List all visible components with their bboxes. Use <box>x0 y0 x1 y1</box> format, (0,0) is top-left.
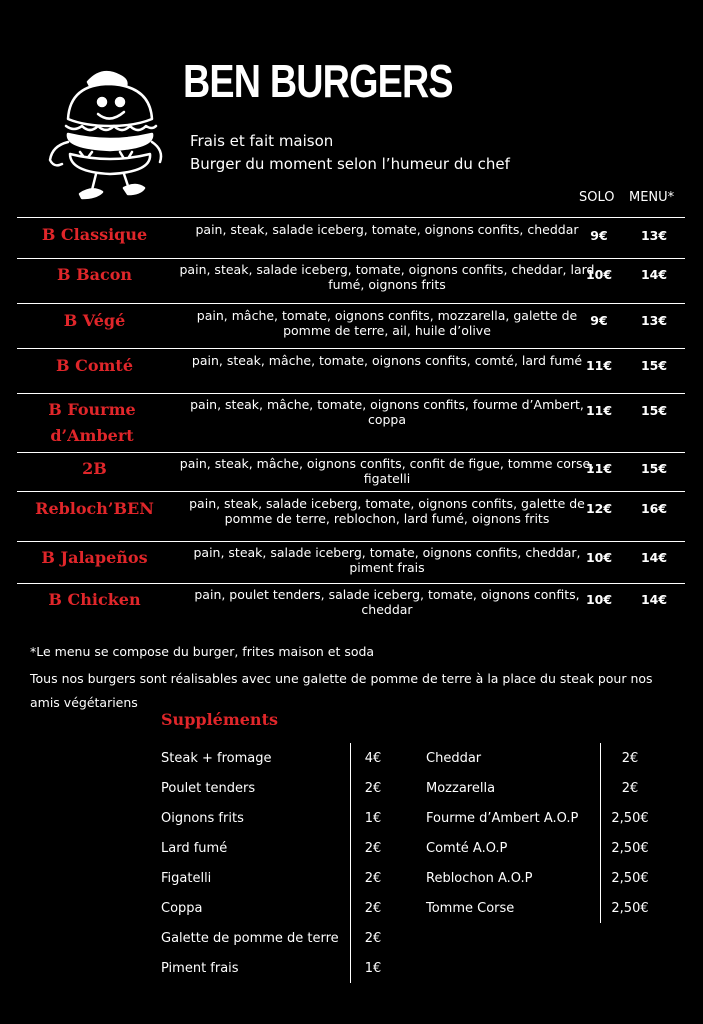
supplement-price: 1€ <box>364 811 382 826</box>
supplements-left <box>161 744 401 984</box>
supplement-price: 4€ <box>364 751 382 766</box>
vegetarian-note-end: amis végétariens <box>30 695 138 710</box>
divider <box>17 258 685 259</box>
solo-price: 10€ <box>585 550 613 565</box>
burger-name: 2B <box>82 459 107 478</box>
supplement-name: Steak + fromage <box>161 751 272 766</box>
supplement-price: 2€ <box>621 781 639 796</box>
burger-name: B Fourme d’Ambert <box>48 400 136 445</box>
burger-ingredients: pain, steak, mâche, tomate, oignons confits, comté, lard fumé <box>191 353 583 368</box>
menu-note: *Le menu se compose du burger, frites maison et soda <box>30 644 375 659</box>
menu-price: 13€ <box>640 313 668 328</box>
supplement-price: 2€ <box>364 871 382 886</box>
solo-price: 9€ <box>590 228 608 243</box>
divider <box>17 393 685 394</box>
menu-price: 14€ <box>640 267 668 282</box>
supplement-price: 2€ <box>364 841 382 856</box>
menu-price: 14€ <box>640 592 668 607</box>
supplement-name: Figatelli <box>161 871 212 886</box>
menu-price: 15€ <box>640 358 668 373</box>
solo-price: 11€ <box>585 403 613 418</box>
burger-name: B Classique <box>41 225 148 244</box>
burger-name: B Végé <box>63 311 126 330</box>
supplement-name: Tomme Corse <box>426 901 515 916</box>
solo-price: 9€ <box>590 313 608 328</box>
burger-ingredients: pain, poulet tenders, salade iceberg, tomate, oignons confits, cheddar <box>194 587 580 617</box>
solo-price: 10€ <box>585 267 613 282</box>
tagline-chef: Burger du moment selon l’humeur du chef <box>190 155 510 173</box>
burger-ingredients: pain, steak, salade iceberg, tomate, oignons confits, cheddar, piment frais <box>193 545 581 575</box>
divider <box>17 491 685 492</box>
vegetarian-note: Tous nos burgers sont réalisables avec une galette de pomme de terre à la place du steak pour nos <box>30 671 653 686</box>
supplement-price: 2€ <box>364 781 382 796</box>
supplement-name: Poulet tenders <box>161 781 256 796</box>
supplement-price: 2€ <box>364 931 382 946</box>
supplement-price: 2,50€ <box>611 841 649 856</box>
solo-price: 12€ <box>585 501 613 516</box>
burger-name: B Bacon <box>56 265 133 284</box>
supplement-name: Fourme d’Ambert A.O.P <box>426 811 579 826</box>
divider <box>17 583 685 584</box>
supplement-price: 2,50€ <box>611 871 649 886</box>
restaurant-title: BEN BURGERS <box>183 55 453 107</box>
burger-name: B Chicken <box>48 590 141 609</box>
supplement-price: 1€ <box>364 961 382 976</box>
divider <box>17 452 685 453</box>
divider <box>17 303 685 304</box>
supplements-title: Suppléments <box>161 710 278 729</box>
burger-mascot-icon <box>40 64 170 204</box>
burger-name: B Comté <box>56 356 133 375</box>
supplement-price: 2€ <box>364 901 382 916</box>
supplement-name: Cheddar <box>426 751 482 766</box>
supplement-name: Mozzarella <box>426 781 496 796</box>
solo-price: 10€ <box>585 592 613 607</box>
burger-ingredients: pain, steak, mâche, tomate, oignons confits, fourme d’Ambert, coppa <box>190 397 584 427</box>
menu-column-header: MENU* <box>629 190 675 205</box>
burger-ingredients: pain, steak, salade iceberg, tomate, oignons confits, galette de pomme de terre, reblochon, lard fumé, oignons frits <box>189 496 585 526</box>
burger-ingredients: pain, mâche, tomate, oignons confits, mozzarella, galette de pomme de terre, ail, huile d’olive <box>196 308 578 338</box>
solo-price: 11€ <box>585 461 613 476</box>
supplement-name: Lard fumé <box>161 841 228 856</box>
burger-ingredients: pain, steak, salade iceberg, tomate, oignons confits, cheddar, lard fumé, oignons frits <box>179 262 595 292</box>
menu-price: 16€ <box>640 501 668 516</box>
supplement-name: Galette de pomme de terre <box>161 931 339 946</box>
burger-ingredients: pain, steak, mâche, oignons confits, confit de figue, tomme corse, figatelli <box>179 456 595 486</box>
menu-price: 15€ <box>640 461 668 476</box>
solo-price: 11€ <box>585 358 613 373</box>
burger-ingredients: pain, steak, salade iceberg, tomate, oignons confits, cheddar <box>195 222 579 237</box>
supplement-name: Oignons frits <box>161 811 244 826</box>
burger-name: Rebloch’BEN <box>35 499 154 518</box>
menu-price: 13€ <box>640 228 668 243</box>
supplement-name: Comté A.O.P <box>426 841 508 856</box>
divider <box>17 217 685 218</box>
supplement-name: Coppa <box>161 901 203 916</box>
supplement-price: 2,50€ <box>611 901 649 916</box>
menu-price: 15€ <box>640 403 668 418</box>
supplement-name: Reblochon A.O.P <box>426 871 533 886</box>
tagline: Frais et fait maison <box>190 132 334 150</box>
supplement-price: 2,50€ <box>611 811 649 826</box>
burger-name: B Jalapeños <box>41 548 148 567</box>
supplements-right <box>426 744 666 924</box>
menu-price: 14€ <box>640 550 668 565</box>
supplement-price: 2€ <box>621 751 639 766</box>
supplement-name: Piment frais <box>161 961 239 976</box>
divider <box>17 348 685 349</box>
divider <box>17 541 685 542</box>
solo-column-header: SOLO <box>579 190 615 205</box>
